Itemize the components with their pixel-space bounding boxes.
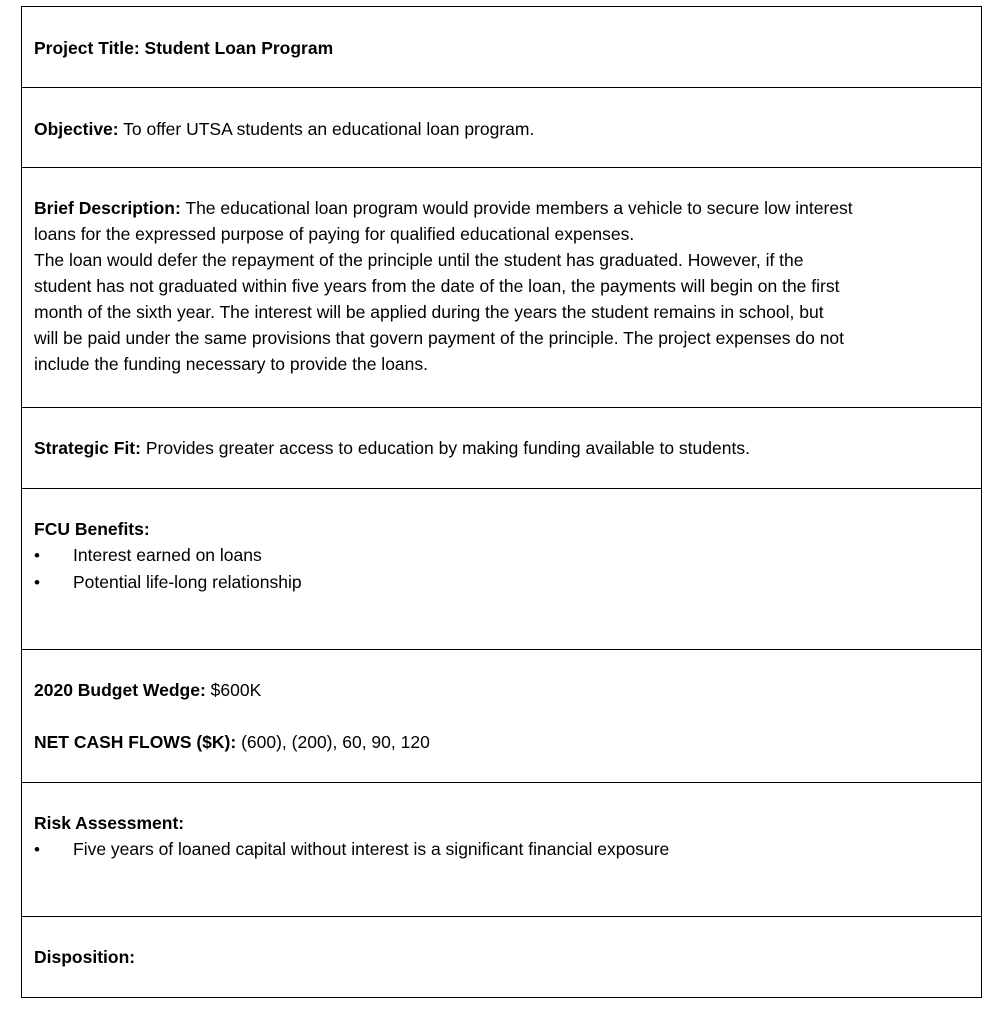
benefit-text: Potential life-long relationship <box>73 572 302 592</box>
spacer <box>34 703 969 729</box>
budget-wedge-line <box>34 677 969 703</box>
brief-description-row <box>22 168 981 408</box>
risk-text: Five years of loaned capital without interest is a significant financial exposure <box>73 839 670 859</box>
project-summary-table <box>21 6 982 998</box>
fcu-benefits-row <box>22 489 981 650</box>
objective-value: To offer UTSA students an educational loan program. <box>118 119 535 139</box>
project-title-row <box>22 7 981 88</box>
bullet-icon: • <box>34 546 40 565</box>
objective-row <box>22 88 981 168</box>
risk-assessment-row <box>22 783 981 917</box>
description-line: include the funding necessary to provide the loans. <box>34 354 429 374</box>
bullet-icon: • <box>34 573 40 592</box>
bullet-icon: • <box>34 840 40 859</box>
description-line <box>34 195 969 221</box>
strategic-fit-row <box>22 408 981 489</box>
objective-label: Objective: <box>34 119 119 139</box>
description-line: The loan would defer the repayment of the principle until the student has graduated. However, if the <box>34 250 804 270</box>
budget-wedge-value: $600K <box>205 680 262 700</box>
description-line: will be paid under the same provisions that govern payment of the principle. The project expenses do not <box>34 328 845 348</box>
brief-description-label: Brief Description: <box>34 198 181 218</box>
description-text: The educational loan program would provide members a vehicle to secure low interest <box>180 198 853 218</box>
budget-row <box>22 650 981 783</box>
strategic-fit-label: Strategic Fit: <box>34 438 141 458</box>
description-line: month of the sixth year. The interest will be applied during the years the student remains in school, but <box>34 302 824 322</box>
list-item <box>34 836 969 863</box>
list-item <box>34 569 969 596</box>
net-cash-flows-value: (600), (200), 60, 90, 120 <box>236 732 430 752</box>
risk-assessment-list <box>34 836 969 863</box>
disposition-label: Disposition: <box>34 947 136 967</box>
strategic-fit-value: Provides greater access to education by making funding available to students. <box>140 438 750 458</box>
benefit-text: Interest earned on loans <box>73 545 262 565</box>
description-line: loans for the expressed purpose of paying for qualified educational expenses. <box>34 224 635 244</box>
fcu-benefits-label: FCU Benefits: <box>34 519 150 539</box>
net-cash-flows-label: NET CASH FLOWS ($K): <box>34 732 237 752</box>
risk-assessment-label: Risk Assessment: <box>34 813 185 833</box>
list-item <box>34 542 969 569</box>
net-cash-flows-line <box>34 729 969 755</box>
budget-wedge-label: 2020 Budget Wedge: <box>34 680 206 700</box>
fcu-benefits-list <box>34 542 969 596</box>
description-line: student has not graduated within five years from the date of the loan, the payments will begin on the first <box>34 276 840 296</box>
project-title-label: Project Title: Student Loan Program <box>34 38 334 58</box>
disposition-row <box>22 917 981 997</box>
